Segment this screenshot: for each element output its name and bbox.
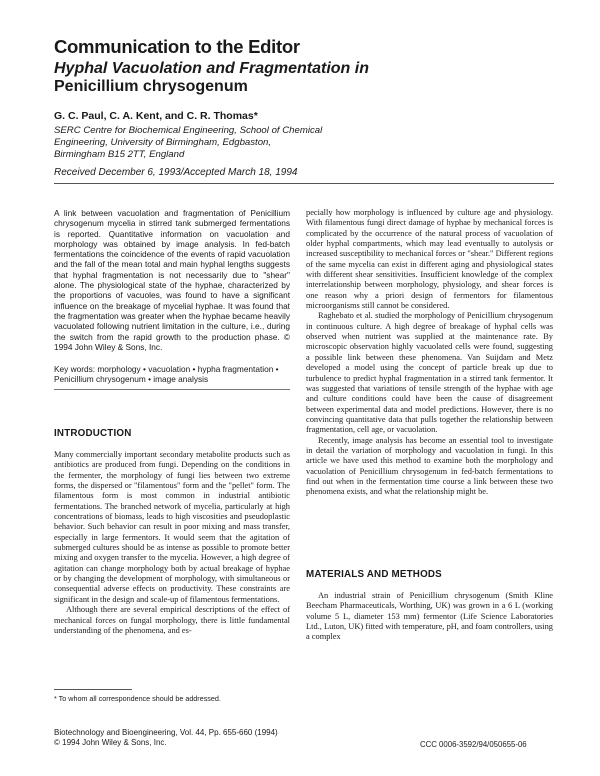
affiliation-line-1: SERC Centre for Biochemical Engineering, School of Chemical	[54, 125, 323, 136]
right-column-paragraph-1: pecially how morphology is influenced by culture age and physiology. With filamentous fungi direct damage of hyphae by mechanical forces is complicated by the occurrence of the natural process of vacuolation of older hyphal compartments, which may lead eventually to autolysis or increased susceptibility to mechanical forces or "shear." Different regions of the same mycelia can exist in different aging and physiological states with different shear sensitivities. Insufficient knowledge of the complex interrelationship between morphology, physiology, and shear forces is one reason why a priori design of fermentors for filamentous microorganisms still cannot be considered.	[306, 208, 553, 311]
abstract-divider	[54, 389, 290, 390]
abstract: A link between vacuolation and fragmentation of Penicillium chrysogenum mycelia in stirred tank submerged fermentations is reported. Quantitative information on vacuolation and morphology was obtained by image analysis. In fed-batch fermentations the coincidence of the events of rapid vacuolation and the fall of the mean total and main hyphal lengths suggests that hyphal fragmentation is not necessarily due to "shear" alone. The physiological state of the hyphae, characterized by the proportions of vacuoles, was found to have a significant influence on the breakage of mycelial hyphae. It was found that the fragmentation was greater when the hyphae became heavily vacuolated following nutrient limitation in the culture, i.e., during the switch from the rapid growth to the production phase. © 1994 John Wiley & Sons, Inc.	[54, 208, 290, 352]
article-title-line-2: Penicillium chrysogenum	[54, 78, 248, 95]
received-accepted-dates: Received December 6, 1993/Accepted March 18, 1994	[54, 167, 298, 178]
methods-heading: MATERIALS AND METHODS	[306, 569, 442, 580]
copyright-notice: © 1994 John Wiley & Sons, Inc.	[54, 738, 167, 747]
article-title-line-1: Hyphal Vacuolation and Fragmentation in	[54, 60, 369, 77]
methods-body	[306, 591, 553, 643]
introduction-paragraph-2: Although there are several empirical descriptions of the effect of mechanical forces on fungal morphology, there is little fundamental understanding of the phenomena, and es-	[54, 605, 290, 635]
right-column-paragraph-3: Recently, image analysis has become an essential tool to investigate in detail the variation of morphology and vacuolation in fungi. In this article we have used this method to examine both the morphology and vacuolation of Penicillium chrysogenum in fed-batch fermentations to find out when in the fermentation time course a link between these two phenomena exists, and what the relationship might be.	[306, 435, 553, 497]
keywords: Key words: morphology • vacuolation • hypha fragmentation • Penicillium chrysogenum • image analysis	[54, 364, 279, 385]
methods-paragraph-1: An industrial strain of Penicillium chrysogenum (Smith Kline Beecham Pharmaceuticals, Worthing, UK) was grown in a 6 L (working volume 5 L, diameter 153 mm) fermentor (Life Science Laboratories Ltd., Luton, UK) fitted with temperature, pH, and foam controllers, using a complex	[306, 591, 553, 642]
footnote: * To whom all correspondence should be addressed.	[54, 694, 221, 703]
footnote-divider	[54, 689, 132, 690]
journal-citation: Biotechnology and Bioengineering, Vol. 44, Pp. 655-660 (1994)	[54, 728, 278, 737]
affiliation-line-3: Birmingham B15 2TT, England	[54, 149, 185, 160]
affiliation-line-2: Engineering, University of Birmingham, Edgbaston,	[54, 137, 272, 148]
article-title	[54, 60, 574, 96]
right-column-paragraph-2: Raghebato et al. studied the morphology of Penicillium chrysogenum in continuous culture. A high degree of breakage of hyphal cells was observed when nutrient was supplied at the maintenance rate. By microscopic observation highly vacuolated cells were found, suggesting a possible link between these phenomena. Van Suijdam and Metz developed a model using the concept of particle break up due to turbulence to predict hyphal fragmentation in a stirred tank fermentor. It was suggested that variations of tensile strength of the hyphae with age and culture conditions could have been the cause of disagreement between experimental data and model predictions. However, there is no convincing quantitative data that pulls together the relationship between fragmentation, cell age, or vacuolation.	[306, 311, 553, 435]
header-divider	[54, 183, 554, 184]
introduction-paragraph-1: Many commercially important secondary metabolite products such as antibiotics are produced from fungi. Depending on the conditions in the fermenter, the morphology of fungi lies between two extreme forms, the dispersed or "filamentous" form and the "pellet" form. The filamentous form is most common in industrial antibiotic fermentations. The branched network of mycelia, particularly at high concentrations of biomass, leads to high viscosities and pseudoplastic behavior. Such behavior can result in poor mixing and mass transfer, especially in large fermentors. It would seem that the agitation of submerged cultures should be as intense as possible to promote better mixing and oxygen transfer to the mycelia. However, a high degree of agitation can change morphology both by actual breakage of hyphae or by changing the development of morphology, with simultaneous or consequential adverse effects on productivity. These constraints are significant in the design and scale-up of filamentous fermentations.	[54, 450, 290, 604]
affiliation	[54, 125, 374, 161]
right-column-body	[306, 208, 553, 498]
ccc-code: CCC 0006-3592/94/050655-06	[420, 740, 527, 749]
authors: G. C. Paul, C. A. Kent, and C. R. Thomas*	[54, 110, 258, 122]
journal-reference	[54, 728, 278, 748]
introduction-body	[54, 450, 290, 636]
introduction-heading: INTRODUCTION	[54, 428, 132, 439]
section-title: Communication to the Editor	[54, 36, 300, 57]
